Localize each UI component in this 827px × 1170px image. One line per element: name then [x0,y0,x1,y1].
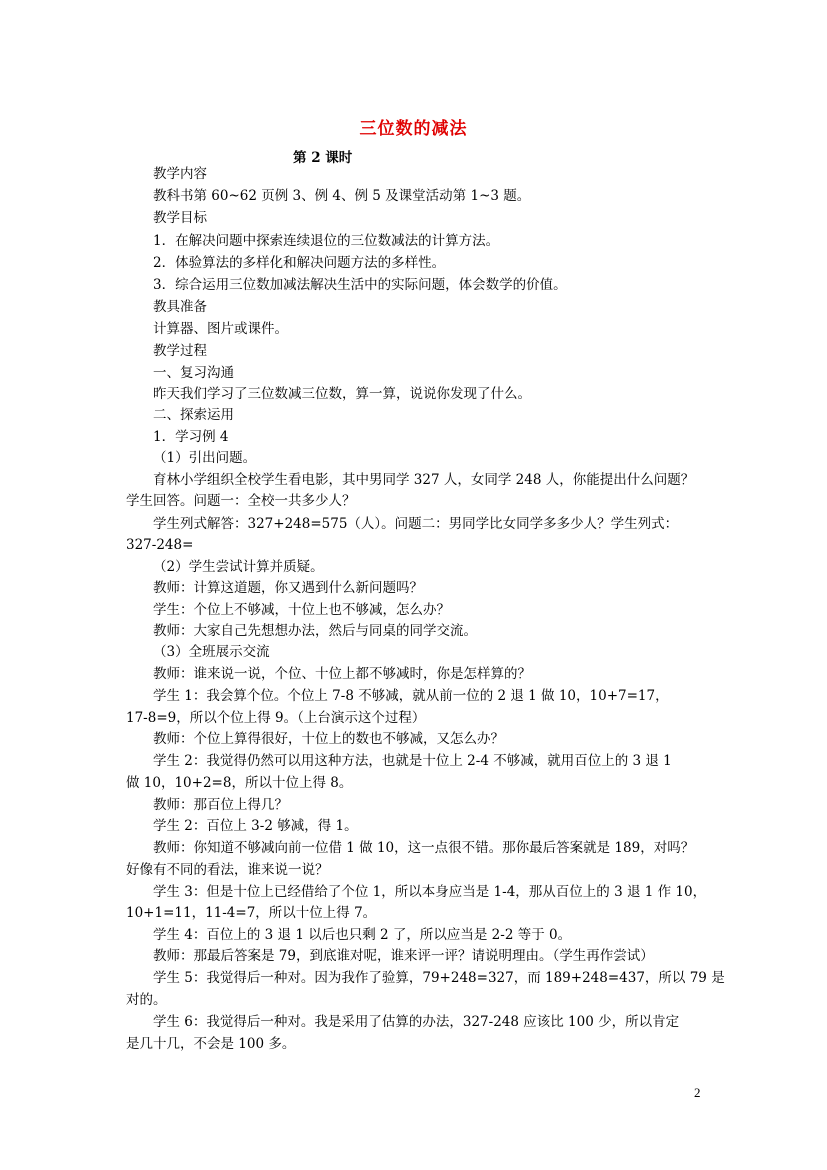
text-line: 3．综合运用三位数加减法解决生活中的实际问题，体会数学的价值。 [153,277,567,293]
text-line: 教师：谁来说一说，个位、十位上都不够减时，你是怎样算的？ [153,666,531,682]
text-line: 教师：你知道不够减向前一位借 1 做 10，这一点很不错。那你最后答案就是 189，对吗？ [153,840,695,856]
text-line: 学生 6：我觉得后一种对。我是采用了估算的办法，327-248 应该比 100 少，所以肯定 [153,1014,680,1030]
text-line: 学生 3：但是十位上已经借给了个位 1，所以本身应当是 1-4，那从百位上的 3 退 1 作 10， [153,884,707,900]
text-line: （2）学生尝试计算并质疑。 [153,559,324,575]
text-line: 学生列式解答：327+248=575（人）。问题二：男同学比女同学多多少人？学生列式： [153,516,679,532]
text-line: （3）全班展示交流 [153,644,270,660]
text-line: 教师：个位上算得很好，十位上的数也不够减，又怎么办？ [153,731,504,747]
text-line: 教科书第 60~62 页例 3、例 4、例 5 及课堂活动第 1~3 题。 [153,188,531,204]
text-line: 昨天我们学习了三位数减三位数，算一算，说说你发现了什么。 [153,386,531,402]
text-line: 教师：那百位上得几？ [153,797,288,813]
text-line: 是几十几，不会是 100 多。 [126,1036,296,1052]
text-line: 好像有不同的看法，谁来说一说？ [126,862,329,878]
text-line: 1．在解决问题中探索连续退位的三位数减法的计算方法。 [153,233,500,249]
text-line: 学生 5：我觉得后一种对。因为我作了验算，79+248=327，而 189+248=437，所以 79 是 [153,970,725,986]
text-line: 学生：个位上不够减，十位上也不够减，怎么办？ [153,602,450,618]
text-line: 学生 2：我觉得仍然可以用这种方法，也就是十位上 2-4 不够减，就用百位上的 3 退 1 [153,753,672,769]
text-line: 二、探索运用 [153,407,234,423]
text-line: 对的。 [126,992,167,1008]
text-line: 教学目标 [153,210,207,226]
text-line: 教学内容 [153,166,207,182]
page-number: 2 [694,1085,701,1100]
text-line: 学生 1：我会算个位。个位上 7-8 不够减，就从前一位的 2 退 1 做 10，10+7=17， [153,688,669,704]
text-line: 教师：计算这道题，你又遇到什么新问题吗？ [153,580,423,596]
text-line: 学生 4：百位上的 3 退 1 以后也只剩 2 了，所以应当是 2-2 等于 0。 [153,927,572,943]
text-line: 17-8=9，所以个位上得 9。（上台演示这个过程） [126,710,426,726]
document-title: 三位数的减法 [359,119,468,139]
text-line: 327-248= [126,537,194,553]
text-line: 一、复习沟通 [153,365,234,381]
text-line: 学生回答。问题一：全校一共多少人？ [126,493,356,509]
text-line: 做 10，10+2=8，所以十位上得 8。 [126,775,353,791]
text-line: （1）引出问题。 [153,450,257,466]
text-line: 育林小学组织全校学生看电影，其中男同学 327 人，女同学 248 人，你能提出什么问题？ [153,472,695,488]
text-line: 教学过程 [153,343,207,359]
text-line: 计算器、图片或课件。 [153,321,288,337]
text-line: 2．体验算法的多样化和解决问题方法的多样性。 [153,255,446,271]
lesson-subtitle: 第 2 课时 [293,150,353,166]
text-line: 教具准备 [153,299,207,315]
text-line: 10+1=11，11-4=7，所以十位上得 7。 [126,905,377,921]
text-line: 1．学习例 4 [153,429,229,445]
text-line: 教师：大家自己先想想办法，然后与同桌的同学交流。 [153,623,477,639]
text-line: 学生 2：百位上 3-2 够减，得 1。 [153,818,358,834]
text-line: 教师：那最后答案是 79，到底谁对呢，谁来评一评？请说明理由。（学生再作尝试） [153,948,654,964]
